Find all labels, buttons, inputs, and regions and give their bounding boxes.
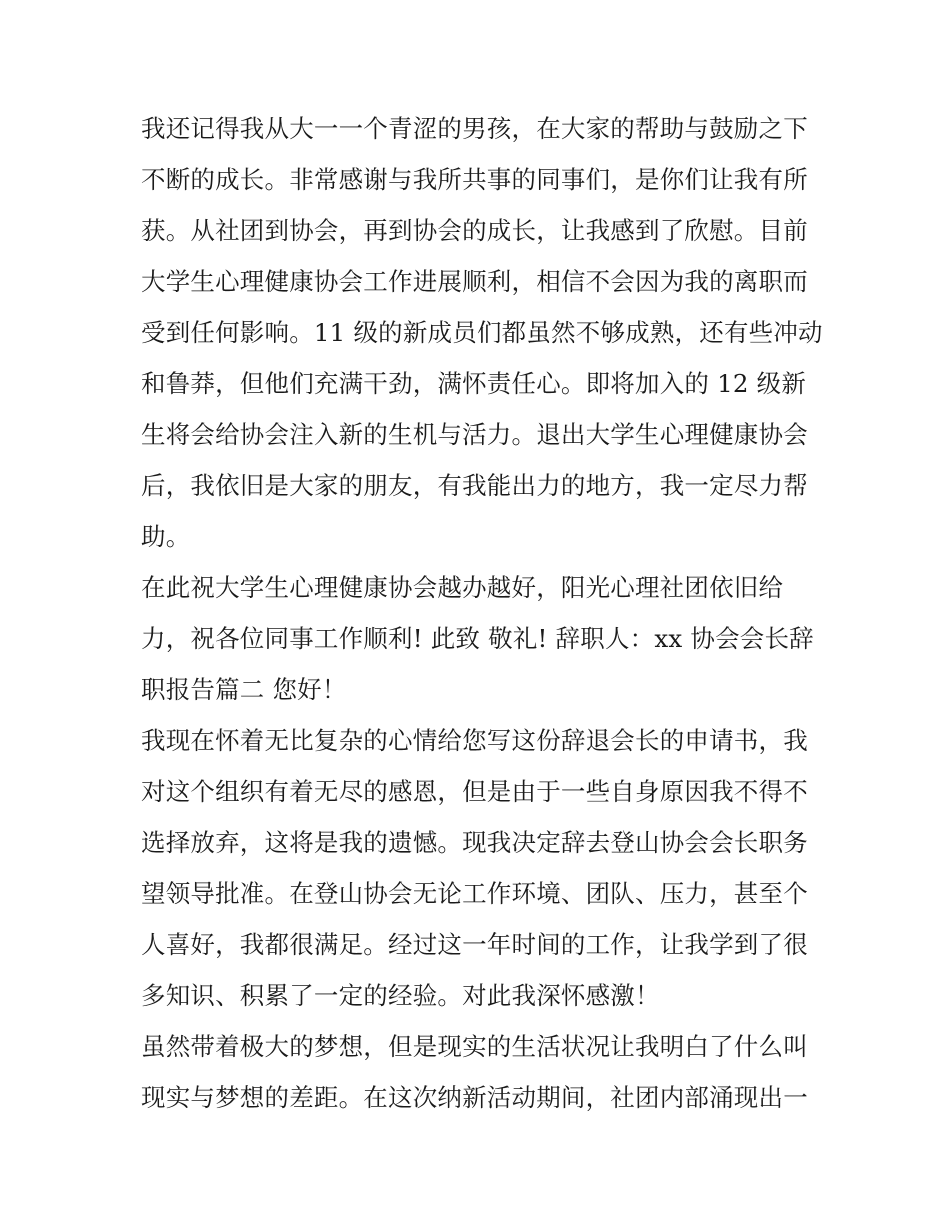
document-page [141, 103, 823, 1123]
text-line: 生将会给协会注入新的生机与活力。退出大学生心理健康协会 [141, 420, 808, 449]
text-line: 现实与梦想的差距。在这次纳新活动期间，社团内部涌现出一 [141, 1083, 808, 1112]
text-line: 大学生心理健康协会工作进展顺利，相信不会因为我的离职而 [141, 267, 808, 296]
text-line: 不断的成长。非常感谢与我所共事的同事们，是你们让我有所 [141, 165, 808, 194]
paragraph-2 [141, 562, 816, 715]
text-line: 对这个组织有着无尽的感恩，但是由于一些自身原因我不得不 [141, 777, 808, 806]
paragraph-1 [141, 103, 823, 562]
text-line: 多知识、积累了一定的经验。对此我深怀感激！ [141, 981, 660, 1010]
text-line: 后，我依旧是大家的朋友，有我能出力的地方，我一定尽力帮 [141, 471, 808, 500]
text-line: 我还记得我从大一一个青涩的男孩，在大家的帮助与鼓励之下 [141, 114, 808, 143]
text-line: 人喜好，我都很满足。经过这一年时间的工作，让我学到了很 [141, 930, 808, 959]
text-line: 选择放弃，这将是我的遗憾。现我决定辞去登山协会会长职务 [141, 828, 808, 857]
paragraph-4 [141, 1021, 816, 1123]
text-line: 和鲁莽，但他们充满干劲，满怀责任心。即将加入的 12 级新 [141, 369, 807, 398]
text-line: 虽然带着极大的梦想，但是现实的生活状况让我明白了什么叫 [141, 1032, 808, 1061]
text-line: 力，祝各位同事工作顺利! 此致 敬礼! 辞职人：xx 协会会长辞 [141, 624, 814, 653]
text-line: 助。 [141, 522, 191, 551]
text-line: 望领导批准。在登山协会无论工作环境、团队、压力，甚至个 [141, 879, 808, 908]
text-line: 获。从社团到协会，再到协会的成长，让我感到了欣慰。目前 [141, 216, 808, 245]
text-line: 职报告篇二 您好！ [141, 675, 347, 704]
text-line: 受到任何影响。11 级的新成员们都虽然不够成熟，还有些冲动 [141, 318, 823, 347]
text-line: 我现在怀着无比复杂的心情给您写这份辞退会长的申请书，我 [141, 726, 808, 755]
paragraph-3 [141, 715, 816, 1021]
text-line: 在此祝大学生心理健康协会越办越好，阳光心理社团依旧给 [141, 573, 784, 602]
